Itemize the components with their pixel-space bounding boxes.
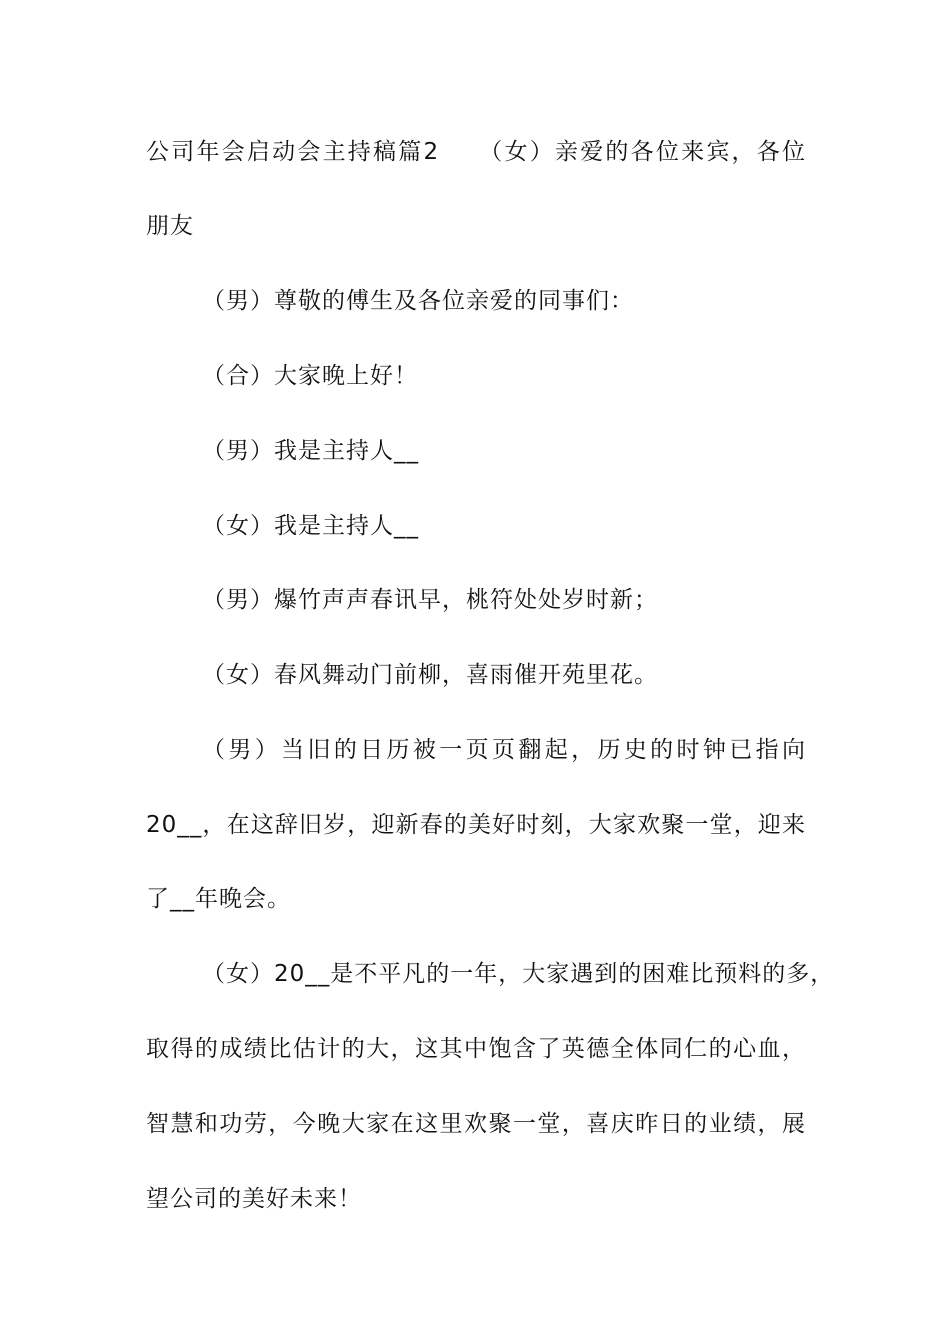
paragraph-line: （男）爆竹声声春讯早，桃符处处岁时新； [202,587,658,613]
paragraph-line: 智慧和功劳，今晚大家在这里欢聚一堂，喜庆昨日的业绩，展 [146,1111,806,1137]
paragraph-line: 朋友 [146,213,194,239]
paragraph-line: 了__年晚会。 [146,886,291,912]
paragraph-line: （女）我是主持人__ [202,513,419,539]
paragraph-line: （男）当旧的日历被一页页翻起，历史的时钟已指向 [202,737,806,763]
paragraph-line: 取得的成绩比估计的大，这其中饱含了英德全体同仁的心血， [146,1036,806,1062]
document-title-line: 公司年会启动会主持稿篇2 （女）亲爱的各位来宾，各位 [146,139,806,165]
paragraph-line: （男）我是主持人__ [202,438,419,464]
paragraph-line: （女）20__是不平凡的一年，大家遇到的困难比预料的多， [202,961,835,987]
paragraph-line: 20__，在这辞旧岁，迎新春的美好时刻，大家欢聚一堂，迎来 [146,812,806,838]
paragraph-line: （合）大家晚上好！ [202,363,418,389]
paragraph-line: （女）春风舞动门前柳，喜雨催开苑里花。 [202,662,658,688]
paragraph-line: 望公司的美好未来！ [146,1186,362,1212]
paragraph-line: （男）尊敬的傅生及各位亲爱的同事们： [202,288,634,314]
